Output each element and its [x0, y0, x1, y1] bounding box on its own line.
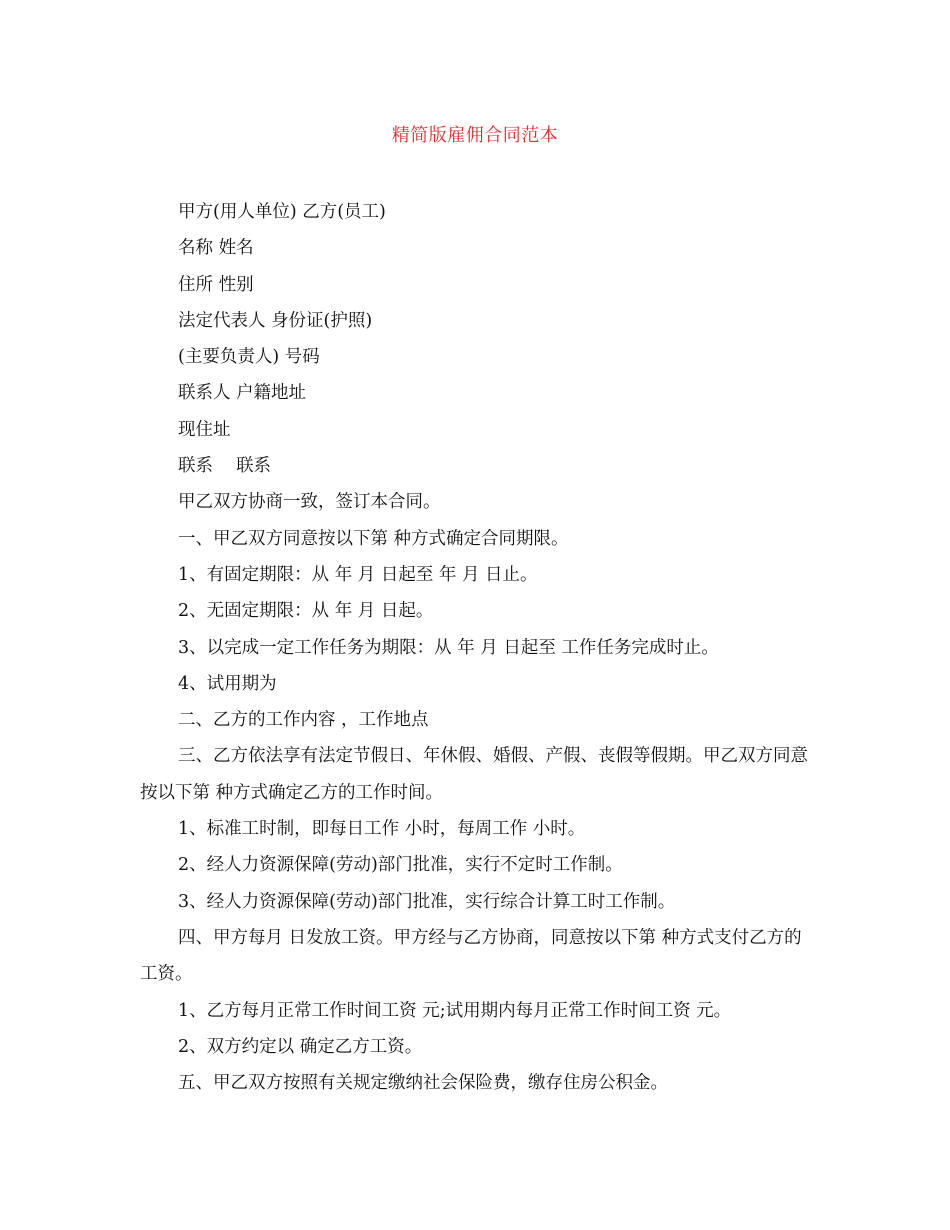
paragraph: 甲乙双方协商一致，签订本合同。 [178, 492, 441, 513]
paragraph: 3、经人力资源保障(劳动)部门批准，实行综合计算工时工作制。 [178, 891, 676, 912]
paragraph: 1、标准工时制，即每日工作 小时，每周工作 小时。 [178, 819, 586, 840]
paragraph: 一、甲乙双方同意按以下第 种方式确定合同期限。 [178, 528, 569, 549]
paragraph: 2、经人力资源保障(劳动)部门批准，实行不定时工作制。 [178, 855, 623, 876]
paragraph: 联系 联系 [178, 456, 272, 477]
document-title: 精简版雇佣合同范本 [391, 125, 559, 146]
paragraph: 2、双方约定以 确定乙方工资。 [178, 1036, 423, 1057]
paragraph: 三、乙方依法享有法定节假日、年休假、婚假、产假、丧假等假期。甲乙双方同意按以下第 种方式确定乙方的工作时间。 [140, 746, 808, 803]
paragraph: 联系人 户籍地址 [178, 383, 307, 404]
paragraph: 4、试用期为 [178, 673, 277, 694]
paragraph: 1、有固定期限：从 年 月 日起至 年 月 日止。 [178, 564, 538, 585]
paragraph: 名称 姓名 [178, 238, 254, 259]
paragraph: 法定代表人 身份证(护照) [178, 310, 373, 331]
paragraph: (主要负责人) 号码 [178, 347, 320, 368]
document-body [140, 194, 812, 1101]
paragraph: 四、甲方每月 日发放工资。甲方经与乙方协商，同意按以下第 种方式支付乙方的工资。 [140, 927, 802, 985]
paragraph: 甲方(用人单位) 乙方(员工) [178, 202, 386, 222]
paragraph: 3、以完成一定工作任务为期限：从 年 月 日起至 工作任务完成时止。 [178, 637, 719, 658]
paragraph: 1、乙方每月正常工作时间工资 元;试用期内每月正常工作时间工资 元。 [178, 1000, 732, 1021]
paragraph: 五、甲乙双方按照有关规定缴纳社会保险费，缴存住房公积金。 [178, 1073, 668, 1094]
paragraph: 住所 性别 [178, 274, 254, 295]
paragraph: 2、无固定期限：从 年 月 日起。 [178, 601, 434, 622]
paragraph: 现住址 [178, 419, 231, 440]
paragraph: 二、乙方的工作内容 ，工作地点 [178, 710, 429, 731]
